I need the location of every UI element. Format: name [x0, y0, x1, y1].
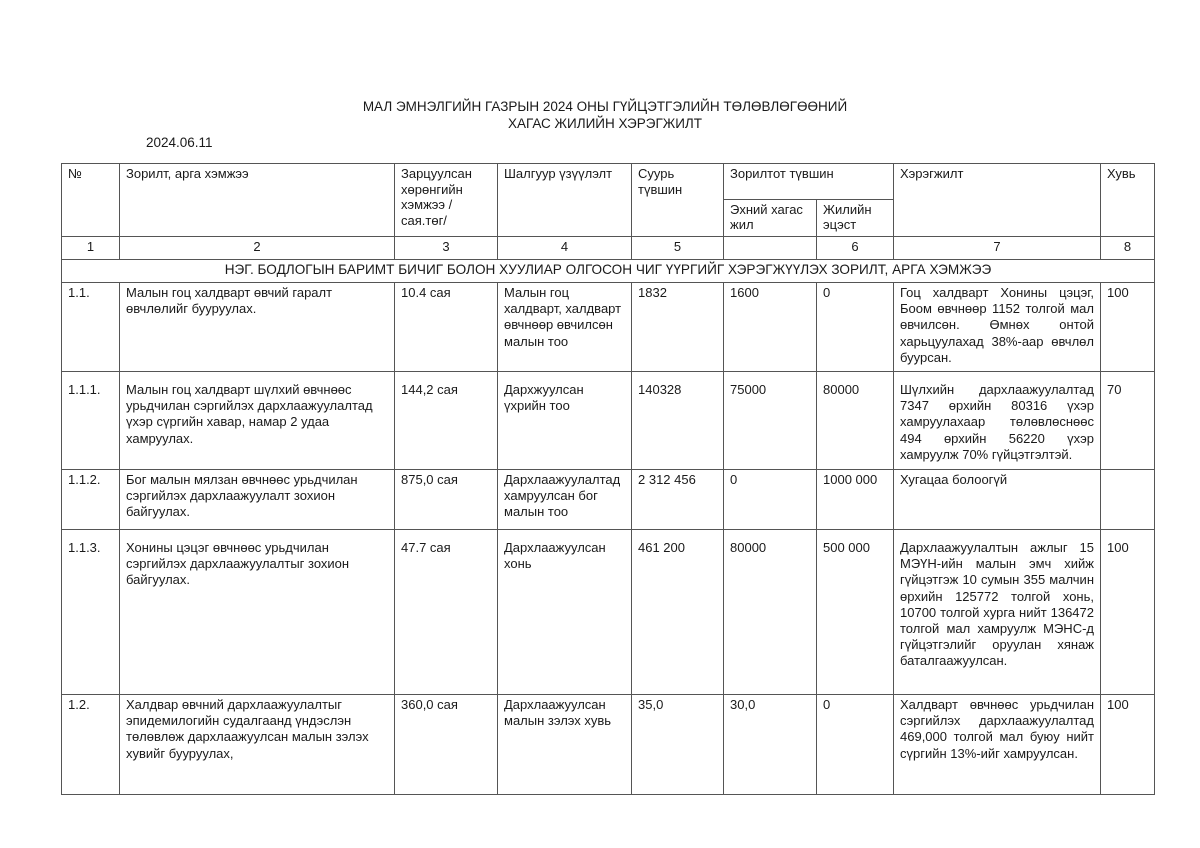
column-number — [724, 237, 817, 260]
header-budget: Зарцуулсан хөрөнгийн хэмжээ /сая.төг/ — [395, 164, 498, 237]
header-indicator: Шалгуур үзүүлэлт — [498, 164, 632, 237]
column-number: 1 — [62, 237, 120, 260]
cell-baseline: 2 312 456 — [632, 470, 724, 530]
cell-indicator: Дархлаажуулалтад хамруулсан бог малын тоо — [498, 470, 632, 530]
cell-target-year-end: 0 — [817, 695, 894, 795]
cell-percent: 100 — [1101, 530, 1155, 695]
cell-indicator: Дархлаажуулсан хонь — [498, 530, 632, 695]
cell-baseline: 140328 — [632, 372, 724, 470]
table-row — [62, 470, 1155, 530]
cell-implementation: Дархлаажуулалтын ажлыг 15 МЭҮН-ийн малын эмч хийж гүйцэтгэж 10 сумын 355 малчин өрхийн 125772 толгой хонь, 10700 толгой хурга нийт 136472 толгой мал хамруулж МЭНС-д гүйцэтгэлийг оруулан хянаж баталгаажуулсан. — [894, 530, 1101, 695]
cell-indicator: Дархжуулсан үхрийн тоо — [498, 372, 632, 470]
cell-baseline: 35,0 — [632, 695, 724, 795]
cell-target-half-year: 75000 — [724, 372, 817, 470]
cell-budget: 144,2 сая — [395, 372, 498, 470]
header-percent: Хувь — [1101, 164, 1155, 237]
cell-implementation: Хугацаа болоогүй — [894, 470, 1101, 530]
column-number: 3 — [395, 237, 498, 260]
cell-percent: 70 — [1101, 372, 1155, 470]
cell-goal: Малын гоц халдварт өвчий гаралт өвчлөлийг бууруулах. — [120, 283, 395, 372]
cell-percent — [1101, 470, 1155, 530]
cell-no: 1.1. — [62, 283, 120, 372]
cell-goal: Халдвар өвчний дархлаажуулалтыг эпидемилогийн судалгаанд үндэслэн төлөвлөж дархлаажуулсан малын зэлэх хувийг бууруулах, — [120, 695, 395, 795]
header-implementation: Хэрэгжилт — [894, 164, 1101, 237]
cell-target-year-end: 500 000 — [817, 530, 894, 695]
document-title — [0, 98, 1200, 132]
table-row — [62, 372, 1155, 470]
cell-no: 1.1.3. — [62, 530, 120, 695]
cell-budget: 47.7 сая — [395, 530, 498, 695]
implementation-report-table — [61, 163, 1155, 795]
cell-target-year-end: 1000 000 — [817, 470, 894, 530]
cell-budget: 360,0 сая — [395, 695, 498, 795]
column-number: 6 — [817, 237, 894, 260]
cell-goal: Бог малын мялзан өвчнөөс урьдчилан сэргийлэх дархлаажуулалт зохион байгуулах. — [120, 470, 395, 530]
table-row — [62, 530, 1155, 695]
document-date: 2024.06.11 — [146, 135, 213, 150]
cell-no: 1.1.2. — [62, 470, 120, 530]
cell-baseline: 1832 — [632, 283, 724, 372]
header-goal: Зорилт, арга хэмжээ — [120, 164, 395, 237]
cell-target-half-year: 0 — [724, 470, 817, 530]
header-no: № — [62, 164, 120, 237]
header-target-half-year: Эхний хагас жил — [724, 200, 817, 237]
column-number: 5 — [632, 237, 724, 260]
section-title: НЭГ. БОДЛОГЫН БАРИМТ БИЧИГ БОЛОН ХУУЛИАР ОЛГОСОН ЧИГ ҮҮРГИЙГ ХЭРЭГЖҮҮЛЭХ ЗОРИЛТ, АРГА ХЭМЖЭЭ — [62, 260, 1155, 283]
column-number: 4 — [498, 237, 632, 260]
cell-budget: 10.4 сая — [395, 283, 498, 372]
cell-indicator: Малын гоц халдварт, халдварт өвчнөөр өвчилсөн малын тоо — [498, 283, 632, 372]
cell-no: 1.2. — [62, 695, 120, 795]
cell-budget: 875,0 сая — [395, 470, 498, 530]
cell-target-half-year: 80000 — [724, 530, 817, 695]
cell-percent: 100 — [1101, 695, 1155, 795]
header-target-level: Зорилтот түвшин — [724, 164, 894, 200]
cell-implementation: Шүлхийн дархлаажуулалтад 7347 өрхийн 80316 үхэр хамруулахаар төлөвлөснөөс 494 өрхийн 56220 үхэр хамруулж 70% гүйцэтгэлтэй. — [894, 372, 1101, 470]
table-row — [62, 283, 1155, 372]
column-number: 7 — [894, 237, 1101, 260]
document-title-line-2: ХАГАС ЖИЛИЙН ХЭРЭГЖИЛТ — [507, 116, 703, 131]
cell-target-year-end: 0 — [817, 283, 894, 372]
cell-goal: Хонины цэцэг өвчнөөс урьдчилан сэргийлэх дархлаажуулалтыг зохион байгуулах. — [120, 530, 395, 695]
column-number-row — [62, 237, 1155, 260]
cell-target-half-year: 1600 — [724, 283, 817, 372]
cell-no: 1.1.1. — [62, 372, 120, 470]
header-baseline: Суурь түвшин — [632, 164, 724, 237]
cell-implementation: Гоц халдварт Хонины цэцэг, Боом өвчнөөр 1152 толгой мал өвчилсөн. Өмнөх онтой харьцуулахад 38%-аар өвчлөл буурсан. — [894, 283, 1101, 372]
cell-baseline: 461 200 — [632, 530, 724, 695]
cell-indicator: Дархлаажуулсан малын зэлэх хувь — [498, 695, 632, 795]
cell-percent: 100 — [1101, 283, 1155, 372]
table-header-row — [62, 164, 1155, 200]
cell-implementation: Халдварт өвчнөөс урьдчилан сэргийлэх дархлаажуулалтад 469,000 толгой мал буюу нийт сүргийн 13%-ийг хамруулсан. — [894, 695, 1101, 795]
column-number: 8 — [1101, 237, 1155, 260]
section-row — [62, 260, 1155, 283]
table-row — [62, 695, 1155, 795]
column-number: 2 — [120, 237, 395, 260]
document-title-line-1: МАЛ ЭМНЭЛГИЙН ГАЗРЫН 2024 ОНЫ ГҮЙЦЭТГЭЛИЙН ТӨЛӨВЛӨГӨӨНИЙ — [362, 99, 848, 114]
cell-goal: Малын гоц халдварт шүлхий өвчнөөс урьдчилан сэргийлэх дархлаажуулалтад үхэр сүргийн хавар, намар 2 удаа хамруулах. — [120, 372, 395, 470]
header-target-year-end: Жилийн эцэст — [817, 200, 894, 237]
cell-target-year-end: 80000 — [817, 372, 894, 470]
cell-target-half-year: 30,0 — [724, 695, 817, 795]
